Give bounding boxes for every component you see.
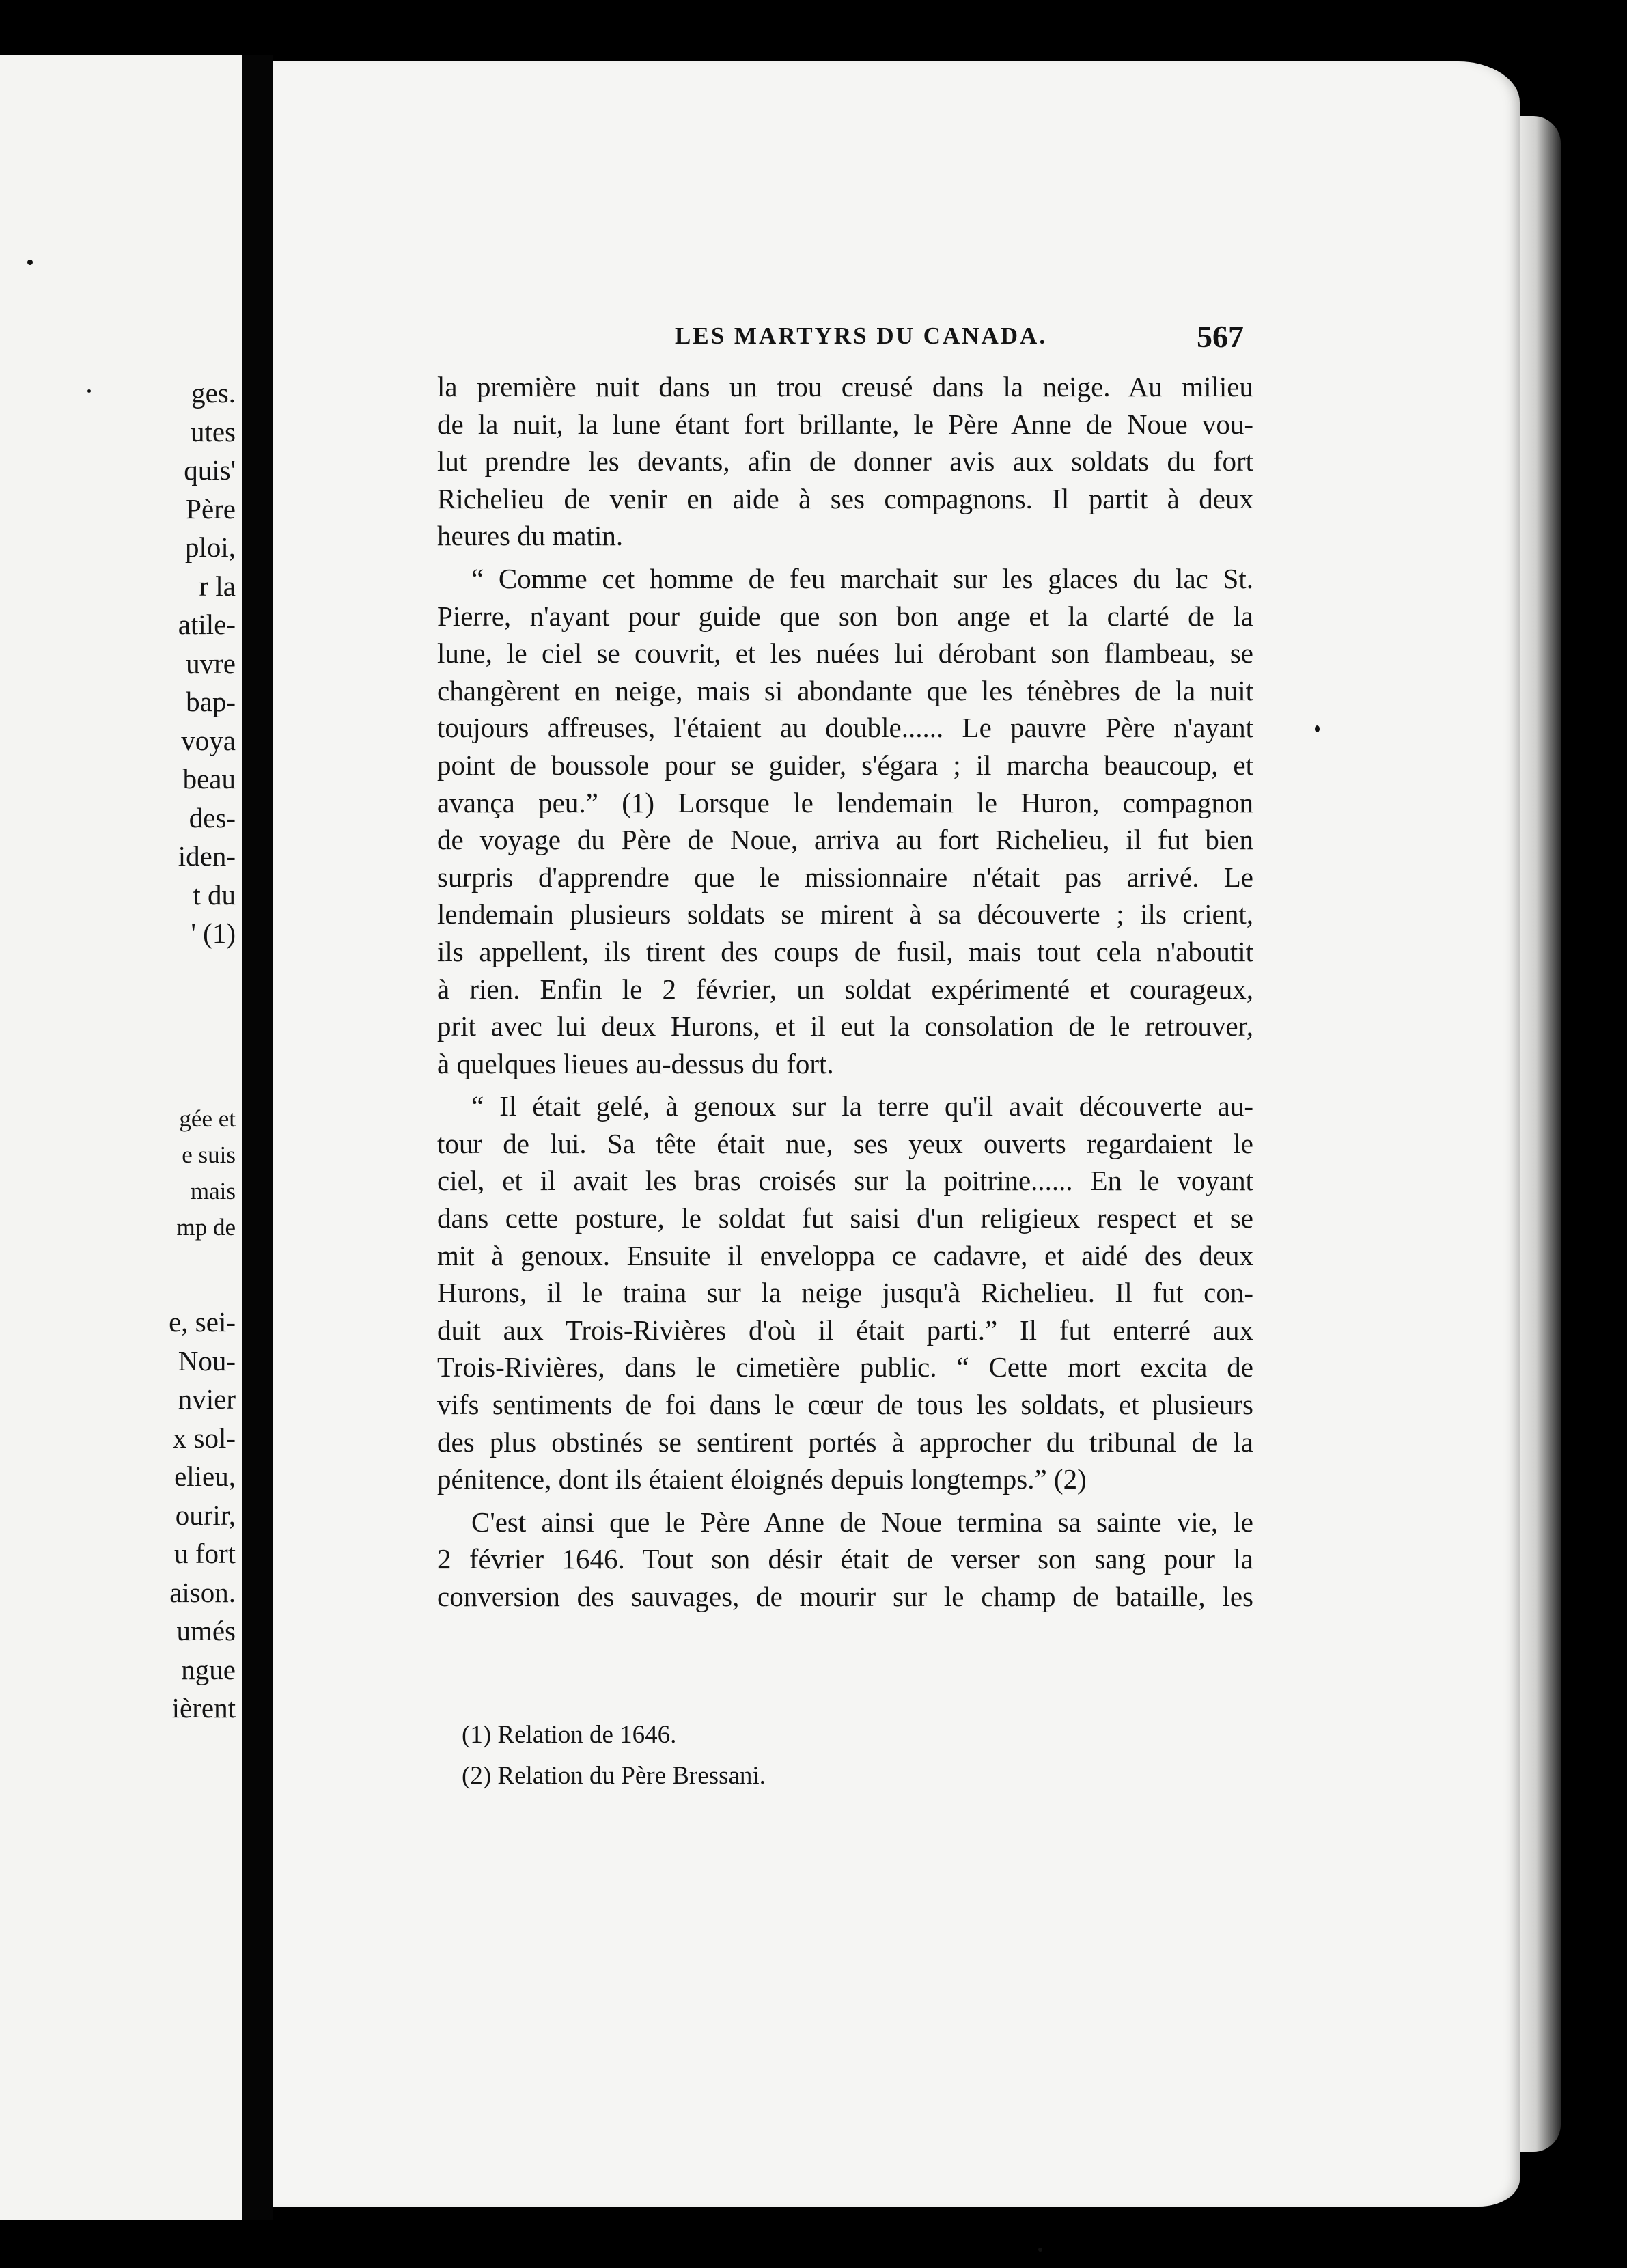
left-page-line: umés [176,1615,236,1646]
left-page-line: ges. [191,377,236,409]
footnote: (2) Relation du Père Bressani. [462,1762,766,1790]
footnotes [462,1715,1076,1797]
ink-speck [1315,725,1320,732]
text-line: Richelieu de venir en aide à ses compagnons. Il partit à deux [437,482,1253,514]
ink-speck [27,260,33,265]
text-line: heures du matin. [437,520,624,552]
left-page-line: voya [181,725,236,756]
text-line: Hurons, il le traina sur la neige jusqu'à Richelieu. Il fut con- [437,1277,1253,1309]
text-line: mit à genoux. Ensuite il enveloppa ce cadavre, et aidé des deux [437,1239,1253,1271]
text-line: lune, le ciel se couvrit, et les nuées lui dérobant son flambeau, se [437,637,1253,669]
left-page-line: uvre [186,648,236,679]
left-page-line: mp de [176,1214,236,1241]
body-text [437,368,1253,1616]
text-line: ciel, et il avait les bras croisés sur la poitrine...... En le voyant [437,1165,1253,1197]
text-line: surpris d'apprendre que le missionnaire n'était pas arrivé. Le [437,861,1253,893]
left-page-line: ' (1) [191,917,236,949]
page-edge [1520,116,1561,2152]
text-line: à quelques lieues au-dessus du fort. [437,1047,834,1079]
text-line: tour de lui. Sa tête était nue, ses yeux ouverts regardaient le [437,1127,1253,1159]
page-gutter [242,55,273,2220]
text-line: à rien. Enfin le 2 février, un soldat expérimenté et courageux, [437,973,1253,1005]
ink-speck [1038,2248,1042,2252]
text-line: “ Il était gelé, à genoux sur la terre qu'il avait découverte au- [471,1090,1253,1122]
footnote: (1) Relation de 1646. [462,1721,677,1749]
text-line: la première nuit dans un trou creusé dans la neige. Au milieu [437,371,1253,402]
left-page-line: mais [190,1178,236,1204]
left-page-line: x sol- [172,1422,236,1454]
left-page-line: elieu, [174,1461,236,1492]
left-page-line: atile- [178,609,236,640]
text-line: de voyage du Père de Noue, arriva au fort Richelieu, il fut bien [437,824,1253,856]
left-page-line: ploi, [184,531,236,563]
text-line: duit aux Trois-Rivières d'où il était parti.” Il fut enterré aux [437,1314,1253,1346]
text-line: lut prendre les devants, afin de donner avis aux soldats du fort [437,445,1253,478]
left-page-line: utes [190,416,236,447]
left-page-line: t du [193,879,236,911]
page-number: 567 [1197,319,1244,354]
left-page-line: quis' [184,454,236,486]
text-line: toujours affreuses, l'étaient au double...... Le pauvre Père n'ayant [437,712,1253,744]
left-page-fragment [0,55,242,2220]
text-line: dans cette posture, le soldat fut saisi d'un religieux respect et se [437,1202,1253,1234]
text-line: de la nuit, la lune étant fort brillante, le Père Anne de Noue vou- [437,408,1253,440]
text-line: point de boussole pour se guider, s'égara ; il marcha beaucoup, et [437,749,1253,781]
text-line: des plus obstinés se sentirent portés à approcher du tribunal de la [437,1426,1253,1458]
left-page-line: ourir, [175,1499,236,1531]
left-page-line: ièrent [171,1692,236,1724]
left-page-line: Père [186,493,236,525]
left-page-line: u fort [174,1538,236,1569]
left-page-line: e, sei- [169,1306,236,1338]
text-line: conversion des sauvages, de mourir sur le champ de bataille, les [437,1581,1253,1612]
left-page-line: e suis [182,1142,236,1168]
left-page-line: iden- [178,840,236,872]
left-page-line: Nou- [178,1345,236,1377]
running-head: LES MARTYRS DU CANADA. [675,322,1048,349]
left-page-line: gée et [179,1105,236,1132]
ink-speck [87,389,91,393]
text-line: pénitence, dont ils étaient éloignés depuis longtemps.” (2) [437,1463,1087,1495]
left-page-line: des- [189,802,236,833]
text-line: 2 février 1646. Tout son désir était de verser son sang pour la [437,1543,1253,1575]
text-line: ils appellent, ils tirent des coups de fusil, mais tout cela n'aboutit [437,935,1253,967]
text-line: avança peu.” (1) Lorsque le lendemain le Huron, compagnon [437,786,1253,818]
left-page-line: ngue [181,1654,236,1685]
text-line: C'est ainsi que le Père Anne de Noue termina sa sainte vie, le [471,1506,1253,1538]
text-line: Pierre, n'ayant pour guide que son bon ange et la clarté de la [437,600,1253,632]
text-line: vifs sentiments de foi dans le cœur de tous les soldats, et plusieurs [437,1389,1253,1421]
left-page-line: r la [199,570,236,602]
left-page-line: nvier [178,1383,236,1415]
text-line: lendemain plusieurs soldats se mirent à sa découverte ; ils crient, [437,898,1253,930]
text-line: Trois-Rivières, dans le cimetière public. “ Cette mort excita de [437,1351,1253,1383]
text-line: changèrent en neige, mais si abondante que les ténèbres de la nuit [437,674,1253,706]
text-line: “ Comme cet homme de feu marchait sur les glaces du lac St. [471,562,1253,594]
left-page-line: aison. [169,1577,236,1608]
left-page-line: bap- [186,686,236,717]
text-line: prit avec lui deux Hurons, et il eut la consolation de le retrouver, [437,1010,1253,1042]
left-page-line: beau [182,763,236,794]
